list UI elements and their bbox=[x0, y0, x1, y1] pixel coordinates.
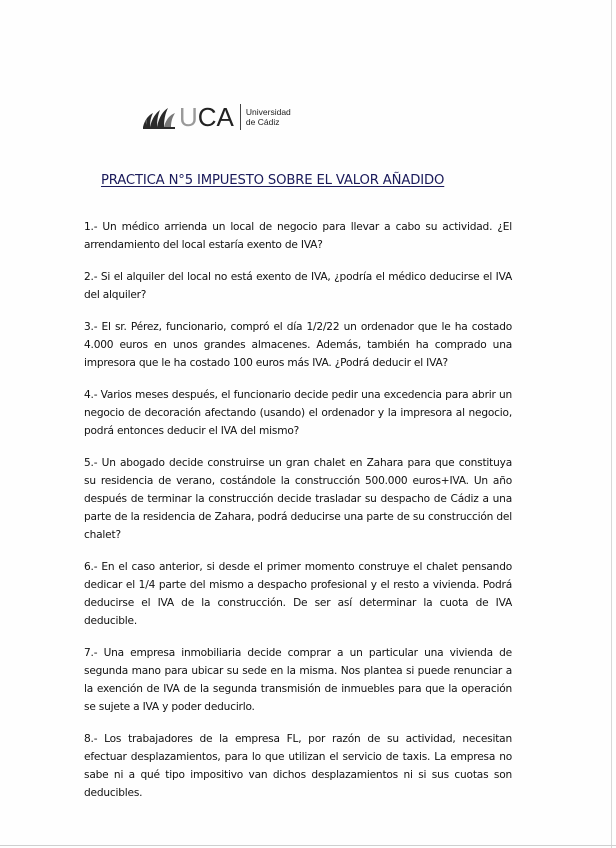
logo-divider bbox=[240, 104, 241, 130]
question-list bbox=[84, 218, 512, 816]
logo-acronym-rest: CA bbox=[197, 102, 234, 132]
scan-bottom-line bbox=[0, 845, 616, 846]
logo-university-line1: Universidad bbox=[245, 107, 291, 117]
logo-university-line2: de Cádiz bbox=[245, 117, 280, 127]
question-6: 6.- En el caso anterior, si desde el primer momento construye el chalet pensando dedicar el 1/4 parte del mismo a despacho profesional y el resto a vivienda. Podrá deducirse el IVA de la construcción. De ser así determinar la cuota de IVA deducible. bbox=[84, 561, 512, 627]
question-4: 4.- Varios meses después, el funcionario decide pedir una excedencia para abrir un negocio de decoración afectando (usando) el ordenador y la impresora al negocio, podrá entonces deducir el IVA del mismo? bbox=[84, 389, 512, 437]
logo-acronym bbox=[179, 104, 234, 130]
scan-edge-line bbox=[611, 0, 612, 848]
question-3: 3.- El sr. Pérez, funcionario, compró el día 1/2/22 un ordenador que le ha costado 4.000 euros en unos grandes almacenes. Además, también ha comprado una impresora que le ha costado 100 euros más IVA. ¿Podrá deducir el IVA? bbox=[84, 321, 512, 369]
logo-acronym-first-letter: U bbox=[179, 102, 198, 132]
question-8: 8.- Los trabajadores de la empresa FL, por razón de su actividad, necesitan efectuar desplazamientos, para lo que utilizan el servicio de taxis. La empresa no sabe ni a qué tipo impositivo van dichos desplazamientos ni si sus cuotas son deducibles. bbox=[84, 733, 512, 799]
uca-emblem-icon bbox=[141, 103, 177, 131]
university-logo bbox=[141, 100, 291, 134]
logo-university-name bbox=[246, 107, 291, 127]
question-1: 1.- Un médico arrienda un local de negocio para llevar a cabo su actividad. ¿El arrendamiento del local estaría exento de IVA? bbox=[84, 221, 512, 251]
question-5: 5.- Un abogado decide construirse un gran chalet en Zahara para que constituya su residencia de verano, costándole la construcción 500.000 euros+IVA. Un año después de terminar la construcción decide trasladar su despacho de Cádiz a una parte de la residencia de Zahara, podrá deducirse una parte de su construcción del chalet? bbox=[84, 457, 512, 541]
practice-title: PRACTICA N°5 IMPUESTO SOBRE EL VALOR AÑADIDO bbox=[101, 173, 445, 188]
question-2: 2.- Si el alquiler del local no está exento de IVA, ¿podría el médico deducirse el IVA del alquiler? bbox=[84, 271, 512, 301]
question-7: 7.- Una empresa inmobiliaria decide comprar a un particular una vivienda de segunda mano para ubicar su sede en la misma. Nos plantea si puede renunciar a la exención de IVA de la segunda transmisión de inmuebles para que la operación se sujete a IVA y poder deducirlo. bbox=[84, 647, 512, 713]
